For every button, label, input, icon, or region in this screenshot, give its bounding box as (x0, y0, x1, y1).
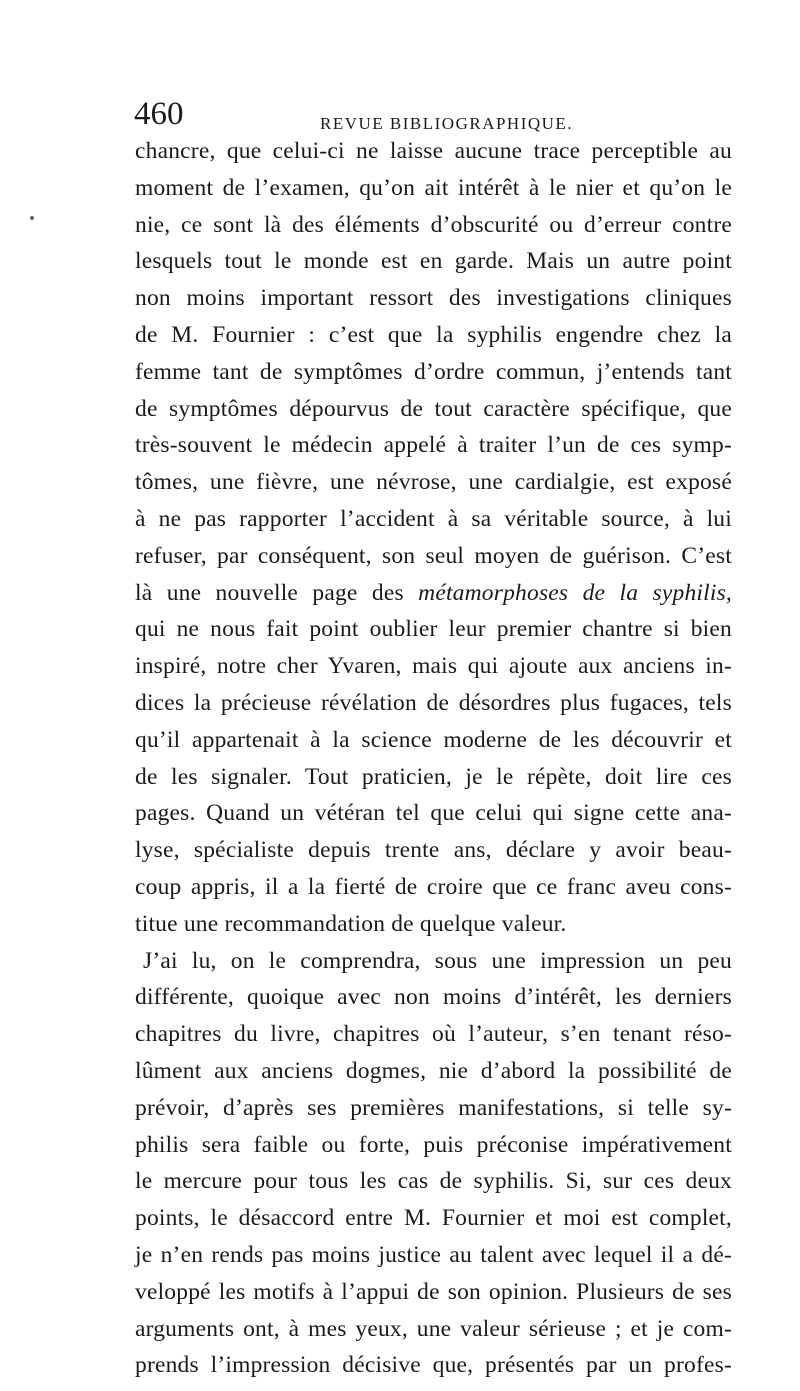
text-line: lesquels tout le monde est en garde. Mais un autre point (135, 248, 732, 275)
text-line: très-souvent le médecin appelé à traiter l’un de ces symp- (135, 432, 732, 459)
text-line: à ne pas rapporter l’accident à sa véritable source, à lui (135, 505, 732, 532)
text-line: lyse, spécialiste depuis trente ans, déclare y avoir beau- (135, 837, 732, 864)
text-line: prends l’impression décisive que, présentés par un profes- (135, 1352, 732, 1379)
text-line: de symptômes dépourvus de tout caractère spécifique, que (135, 395, 732, 422)
text-line: différente, quoique avec non moins d’intérêt, les derniers (135, 984, 732, 1011)
body-text (135, 133, 732, 1384)
margin-speck (30, 216, 34, 220)
page-number: 460 (134, 96, 184, 132)
text-line: philis sera faible ou forte, puis préconise impérativement (135, 1131, 732, 1158)
text-line: chancre, que celui-ci ne laisse aucune trace perceptible au (135, 138, 732, 164)
italic-title: métamorphoses de la syphilis, (418, 579, 733, 606)
text-line: tômes, une fièvre, une névrose, une cardialgie, est exposé (135, 469, 732, 496)
text-line: chapitres du livre, chapitres où l’auteur, s’en tenant réso- (135, 1021, 732, 1048)
text-line: non moins important ressort des investigations cliniques (135, 285, 732, 312)
text-line: de M. Fournier : c’est que la syphilis engendre chez la (135, 321, 732, 348)
text-line: titue une recommandation de quelque valeur. (135, 910, 567, 937)
text-line: nie, ce sont là des éléments d’obscurité ou d’erreur contre (135, 211, 732, 238)
text-line: le mercure pour tous les cas de syphilis. Si, sur ces deux (135, 1168, 732, 1195)
text-line: pages. Quand un vétéran tel que celui qui signe cette ana- (135, 800, 732, 827)
text-line: de les signaler. Tout praticien, je le répète, doit lire ces (135, 763, 732, 790)
text-line: veloppé les motifs à l’appui de son opinion. Plusieurs de ses (135, 1278, 732, 1305)
text-line: dices la précieuse révélation de désordres plus fugaces, tels (135, 689, 732, 716)
text-line: inspiré, notre cher Yvaren, mais qui ajoute aux anciens in- (135, 653, 732, 680)
text-line: prévoir, d’après ses premières manifestations, si telle sy- (135, 1094, 732, 1121)
text-line: moment de l’examen, qu’on ait intérêt à le nier et qu’on le (135, 174, 732, 201)
text-line: qui ne nous fait point oublier leur premier chantre si bien (135, 616, 732, 643)
text-segment: là une nouvelle page des (135, 579, 404, 606)
running-head: REVUE BIBLIOGRAPHIQUE. (320, 114, 574, 133)
text-line: points, le désaccord entre M. Fournier et moi est complet, (135, 1205, 732, 1232)
text-line: coup appris, il a la fierté de croire que ce franc aveu cons- (135, 873, 732, 900)
text-line-with-italic (135, 575, 732, 612)
text-line: arguments ont, à mes yeux, une valeur sérieuse ; et je com- (135, 1315, 732, 1342)
text-line: refuser, par conséquent, son seul moyen de guérison. C’est (135, 542, 732, 569)
text-line: qu’il appartenait à la science moderne de les découvrir et (135, 726, 732, 753)
text-line: je n’en rends pas moins justice au talent avec lequel il a dé- (135, 1241, 732, 1268)
text-line: lûment aux anciens dogmes, nie d’abord la possibilité de (135, 1057, 732, 1084)
text-line: femme tant de symptômes d’ordre commun, j’entends tant (135, 358, 732, 385)
text-line: J’ai lu, on le comprendra, sous une impression un peu (143, 947, 732, 974)
